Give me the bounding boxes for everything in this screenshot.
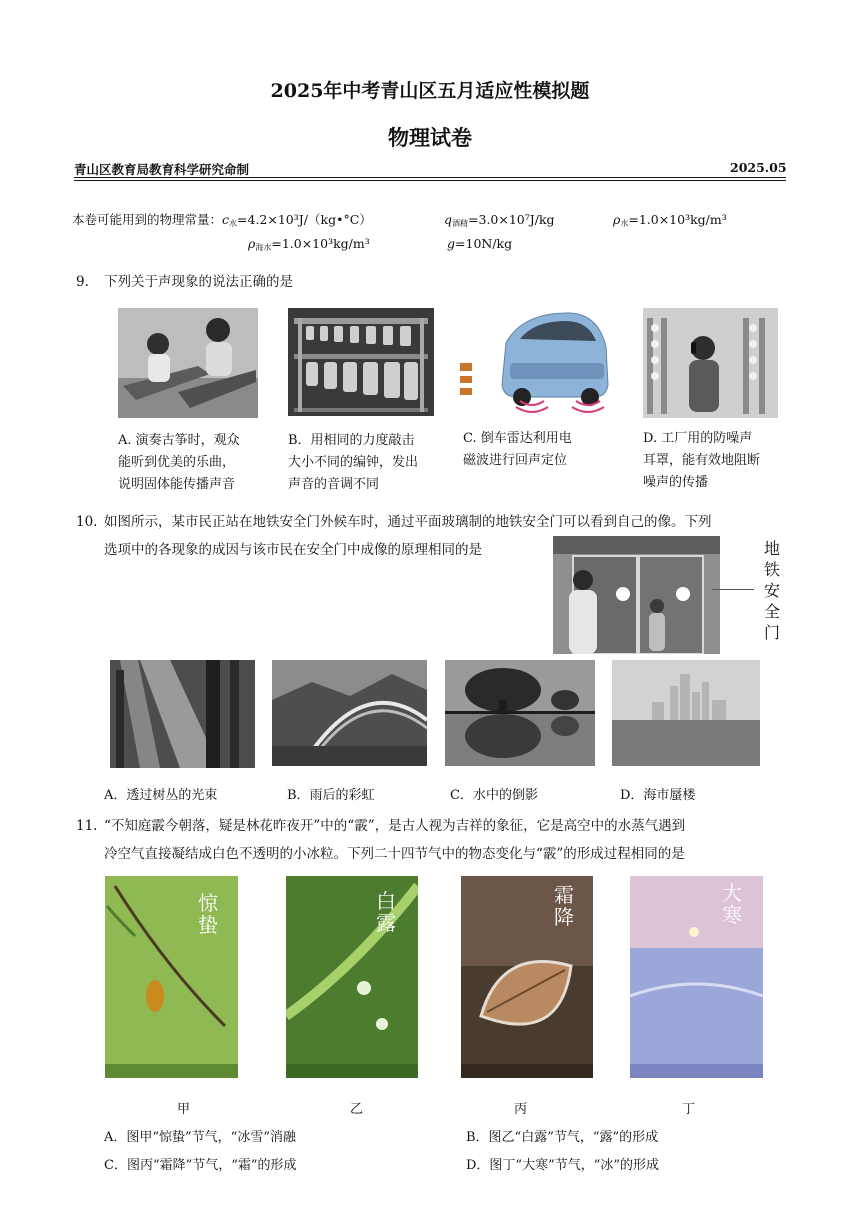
page-subtitle: 物理试卷 xyxy=(388,125,472,150)
date: 2025.05 xyxy=(730,160,787,175)
q10-option-b: B．雨后的彩虹 xyxy=(287,788,375,803)
constant-q: $q_{酒精}=3.0\times 10^7J/kg$ xyxy=(444,212,555,228)
page-title: 2025年中考青山区五月适应性模拟题 xyxy=(270,80,590,102)
poster-shuangjiang-title: 霜 降 xyxy=(554,883,574,929)
poster-label-bing: 丙 xyxy=(514,1102,528,1117)
header-rule-thin xyxy=(74,180,786,181)
mirage-photo xyxy=(612,660,760,766)
q11-option-b: B．图乙“白露”节气，“露”的形成 xyxy=(466,1130,659,1145)
q10-option-c: C．水中的倒影 xyxy=(450,788,538,803)
factory-earmuff-photo xyxy=(643,308,778,418)
rainbow-photo xyxy=(272,660,427,766)
constant-rho-water: $\rho_水=1.0\times 10^3kg/m^3$ xyxy=(613,212,727,228)
guzheng-photo xyxy=(118,308,258,418)
q10-stem-line-1: 如图所示，某市民正站在地铁安全门外候车时，通过平面玻璃制的地铁安全门可以看到自己的像。下列 xyxy=(104,514,712,530)
light-beams-photo xyxy=(110,660,255,768)
q10-option-a: A．透过树丛的光束 xyxy=(104,788,218,803)
q9-option-b: B．用相同的力度敲击 大小不同的编钟，发出 声音的音调不同 xyxy=(288,433,419,492)
q9-option-c: C. 倒车雷达利用电 磁波进行回声定位 xyxy=(463,431,572,468)
subway-door-photo xyxy=(553,536,720,654)
header-rule xyxy=(74,177,786,178)
poster-label-yi: 乙 xyxy=(350,1102,364,1117)
reversing-car-photo xyxy=(456,305,614,417)
q11-option-d: D．图丁“大寒”节气，“冰”的形成 xyxy=(466,1158,660,1173)
poster-dahan-title: 大 寒 xyxy=(722,881,742,927)
q11-option-c: C．图丙“霜降”节气，“霜”的形成 xyxy=(104,1158,297,1173)
q11-stem-line-2: 冷空气直接凝结成白色不透明的小冰粒。下列二十四节气中的物态变化与“霰”的形成过程相同的是 xyxy=(104,846,685,862)
q11-number: 11. xyxy=(76,818,98,834)
q10-option-d: D．海市蜃楼 xyxy=(620,788,696,803)
poster-dahan xyxy=(630,876,763,1078)
poster-label-jia: 甲 xyxy=(177,1102,191,1117)
q9-option-a: A. 演奏古筝时，观众 能听到优美的乐曲， 说明固体能传播声音 xyxy=(118,433,240,492)
door-label: 地 铁 安 全 门 xyxy=(763,539,780,642)
poster-bailu xyxy=(286,876,418,1078)
door-pointer-line xyxy=(712,589,754,590)
bianzhong-photo xyxy=(288,308,434,416)
q9-option-d: D. 工厂用的防噪声 耳罩，能有效地阻断 噪声的传播 xyxy=(643,431,761,490)
constant-rho-seawater: $\rho_{海水}=1.0\times 10^3kg/m^3$ xyxy=(248,236,370,252)
q10-number: 10. xyxy=(76,514,98,530)
constants-line-1: 本卷可能用到的物理常量：$c_水=4.2\times 10^3J/(kg•^\circ C)$ xyxy=(72,212,372,228)
q9-stem: 下列关于声现象的说法正确的是 xyxy=(104,274,293,290)
reflection-photo xyxy=(445,660,595,766)
q11-option-a: A．图甲“惊蛰”节气，“冰雪”消融 xyxy=(104,1130,296,1145)
poster-bailu-title: 白 露 xyxy=(376,889,396,935)
q9-number: 9. xyxy=(76,274,89,290)
q10-stem-line-2: 选项中的各现象的成因与该市民在安全门中成像的原理相同的是 xyxy=(104,542,482,558)
q11-stem-line-1: “不知庭霰今朝落，疑是林花昨夜开”中的“霰”，是古人视为吉祥的象征，它是高空中的水蒸气遇到 xyxy=(104,818,686,834)
poster-jingzhe-title: 惊 蛰 xyxy=(198,891,218,937)
poster-label-ding: 丁 xyxy=(682,1102,696,1117)
constant-g: g=10N/kg xyxy=(447,236,513,251)
poster-jingzhe xyxy=(105,876,238,1078)
issuer: 青山区教育局教育科学研究命制 xyxy=(74,162,250,177)
